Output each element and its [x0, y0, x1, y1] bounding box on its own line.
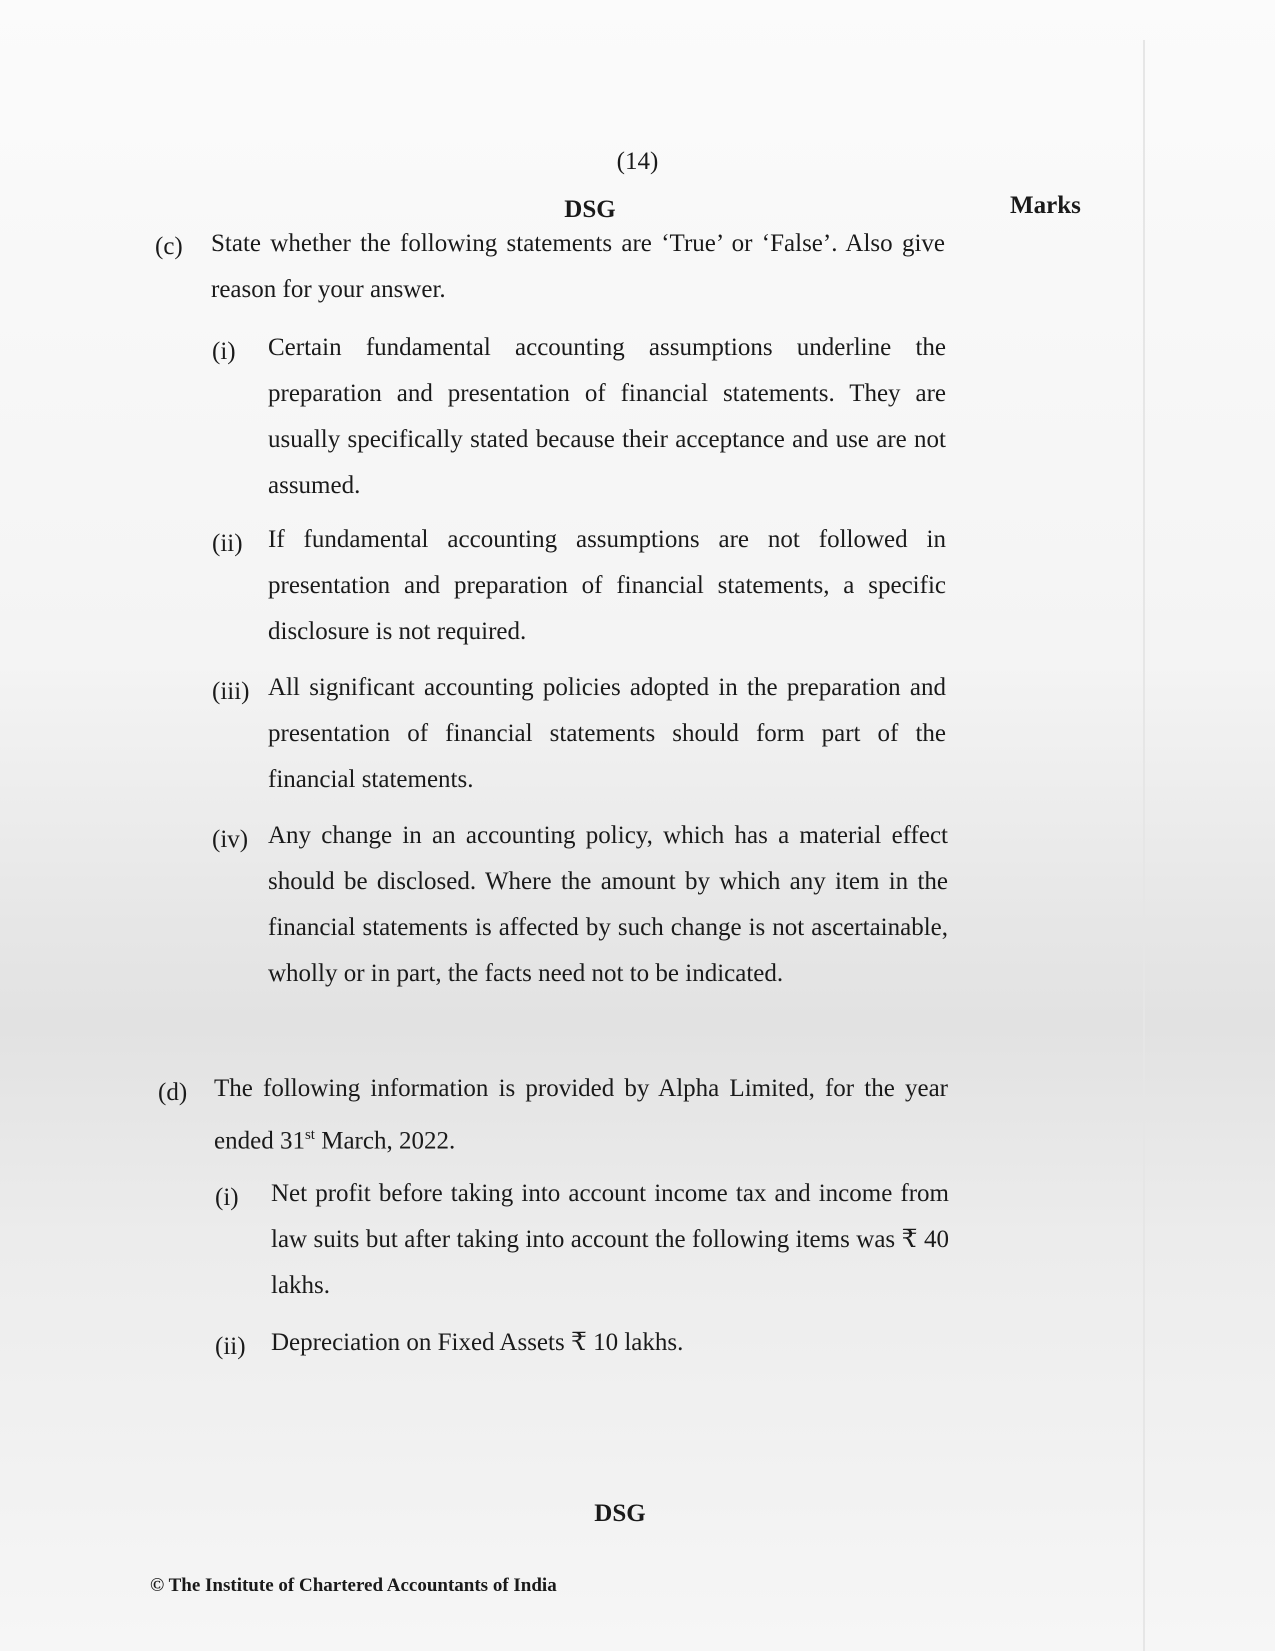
marks-heading: Marks — [1010, 192, 1081, 219]
d-item-i-text: Net profit before taking into account income tax and income from law suits but after taking into account the following items was ₹ 40 lakhs. — [271, 1180, 949, 1299]
question-c-intro: State whether the following statements are ‘True’ or ‘False’. Also give reason for your answer. — [211, 230, 945, 303]
c-item-iii-text: All significant accounting policies adopted in the preparation and presentation of financial statements should form part of the financial statements. — [268, 674, 946, 793]
footer-paper-code: DSG — [594, 1500, 646, 1527]
question-c-label: (c) — [155, 233, 183, 260]
question-d-label: (d) — [158, 1079, 188, 1106]
copyright-notice: © The Institute of Chartered Accountants of India — [150, 1575, 557, 1596]
c-item-ii-text: If fundamental accounting assumptions are not followed in presentation and preparation of financial statements, a specific disclosure is not required. — [268, 526, 946, 645]
question-d-intro — [214, 1066, 948, 1164]
question-d-intro-end: March, 2022. — [314, 1127, 456, 1155]
c-item-iii-label: (iii) — [212, 678, 250, 705]
d-item-i-label: (i) — [215, 1184, 239, 1211]
c-item-iv-text: Any change in an accounting policy, which has a material effect should be disclosed. Where the amount by which any item in the financial statements is affected by such change is not ascertainable, wholly or in part, the facts need not to be indicated. — [268, 822, 948, 987]
c-item-iv-label: (iv) — [212, 826, 249, 853]
question-d-intro-start: The following information is provided by Alpha Limited, for the year ended 31 — [214, 1075, 948, 1155]
c-item-i-text: Certain fundamental accounting assumptions underline the preparation and presentation of financial statements. They are usually specifically stated because their acceptance and use are not assumed. — [268, 334, 946, 499]
c-item-ii-label: (ii) — [212, 530, 243, 557]
d-item-ii-label: (ii) — [215, 1333, 246, 1360]
d-item-ii-text: Depreciation on Fixed Assets ₹ 10 lakhs. — [271, 1329, 684, 1356]
c-item-i-label: (i) — [212, 338, 236, 365]
paper-code: DSG — [564, 196, 616, 223]
scan-edge-line — [1143, 40, 1145, 1651]
page-number: (14) — [616, 148, 659, 175]
date-ordinal-suffix: st — [304, 1127, 315, 1143]
